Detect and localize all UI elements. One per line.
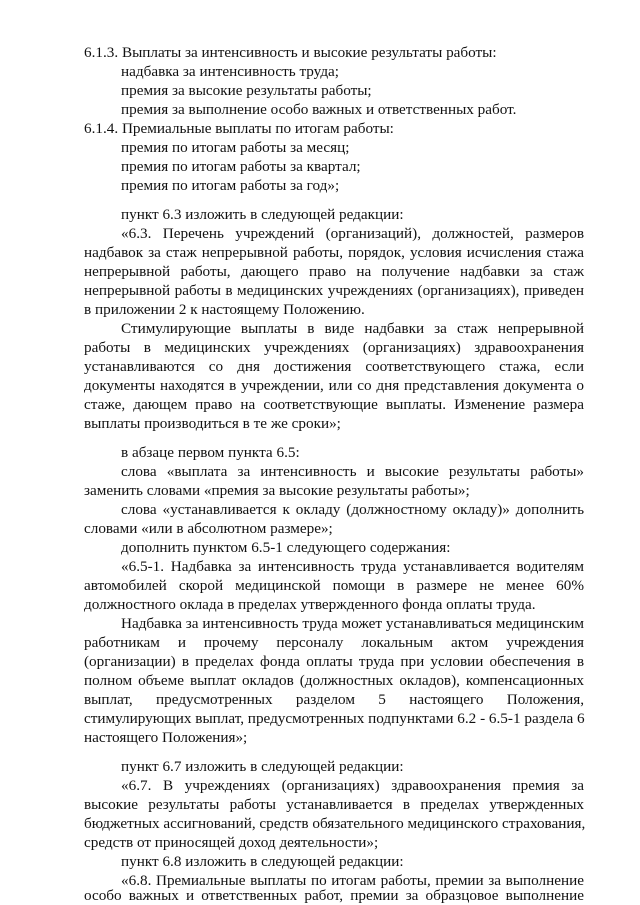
paragraph-line: слова «выплата за интенсивность и высокие результаты работы» xyxy=(121,463,584,480)
paragraph-line: «6.5-1. Надбавка за интенсивность труда устанавливается водителям xyxy=(121,558,584,575)
paragraph-line: «6.3. Перечень учреждений (организаций), должностей, размеров xyxy=(121,225,584,242)
list-item: премия по итогам работы за квартал; xyxy=(121,158,361,175)
paragraph-line: слова «устанавливается к окладу (должностному окладу)» дополнить xyxy=(121,501,584,518)
paragraph-line: в приложении 2 к настоящему Положению. xyxy=(84,301,365,318)
list-item: премия за высокие результаты работы; xyxy=(121,82,372,99)
paragraph-line: выплат, предусмотренных разделом 5 настоящего Положения, xyxy=(84,691,584,708)
paragraph-line: документы находятся в учреждении, или со дня представления документа о xyxy=(84,377,584,394)
list-item: премия за выполнение особо важных и ответственных работ. xyxy=(121,101,517,118)
list-item: премия по итогам работы за месяц; xyxy=(121,139,350,156)
paragraph-line: работы в медицинских учреждениях (организациях) здравоохранения xyxy=(84,339,584,356)
paragraph-line: автомобилей скорой медицинской помощи в размере не менее 60% xyxy=(84,577,584,594)
paragraph-line: работникам и прочему персоналу локальным актом учреждения xyxy=(84,634,584,651)
paragraph-line: надбавок за стаж непрерывной работы, порядок, условия исчисления стажа xyxy=(84,244,584,261)
paragraph-line: «6.7. В учреждениях (организациях) здравоохранения премия за xyxy=(121,777,584,794)
paragraph-line: стимулирующих выплат, предусмотренных подпунктами 6.2 - 6.5-1 раздела 6 xyxy=(84,710,585,727)
paragraph-line: должностного оклада в пределах утвержденного фонда оплаты труда. xyxy=(84,596,536,613)
paragraph-line: особо важных и ответственных работ, премии за образцовое выполнение xyxy=(84,887,584,904)
paragraph-line: выплаты производиться в те же сроки»; xyxy=(84,415,341,432)
list-item: премия по итогам работы за год»; xyxy=(121,177,340,194)
section-heading-6-1-3: 6.1.3. Выплаты за интенсивность и высокие результаты работы: xyxy=(84,44,497,61)
instruction-6-8: пункт 6.8 изложить в следующей редакции: xyxy=(121,853,404,870)
paragraph-line: стаже, дающем право на соответствующие выплаты. Изменение размера xyxy=(84,396,584,413)
paragraph-line: средств от приносящей доход деятельности»; xyxy=(84,834,379,851)
paragraph-line: непрерывной работы в медицинских учреждениях (организациях), приведен xyxy=(84,282,584,299)
instruction-6-7: пункт 6.7 изложить в следующей редакции: xyxy=(121,758,404,775)
paragraph-line: устанавливаются со дня достижения соответствующего стажа, если xyxy=(84,358,584,375)
instruction-6-3: пункт 6.3 изложить в следующей редакции: xyxy=(121,206,404,223)
paragraph-line: (организации) в пределах фонда оплаты труда при условии обеспечения в xyxy=(84,653,584,670)
paragraph-line: бюджетных ассигнований, средств обязательного медицинского страхования, xyxy=(84,815,586,832)
paragraph-line: настоящего Положения»; xyxy=(84,729,248,746)
paragraph-line: Надбавка за интенсивность труда может устанавливаться медицинским xyxy=(121,615,584,632)
paragraph-line: полном объеме выплат окладов (должностных окладов), компенсационных xyxy=(84,672,584,689)
paragraph-line: заменить словами «премия за высокие результаты работы»; xyxy=(84,482,470,499)
paragraph-line: «6.8. Премиальные выплаты по итогам работы, премии за выполнение xyxy=(121,872,584,889)
paragraph-line: словами «или в абсолютном размере»; xyxy=(84,520,333,537)
instruction-6-5-1: дополнить пунктом 6.5-1 следующего содержания: xyxy=(121,539,451,556)
paragraph-line: непрерывной работы, дающего право на получение надбавки за стаж xyxy=(84,263,584,280)
list-item: надбавка за интенсивность труда; xyxy=(121,63,340,80)
paragraph-line: высокие результаты работы устанавливается в пределах утвержденных xyxy=(84,796,584,813)
section-heading-6-1-4: 6.1.4. Премиальные выплаты по итогам работы: xyxy=(84,120,394,137)
instruction-6-5: в абзаце первом пункта 6.5: xyxy=(121,444,300,461)
paragraph-line: Стимулирующие выплаты в виде надбавки за стаж непрерывной xyxy=(121,320,584,337)
